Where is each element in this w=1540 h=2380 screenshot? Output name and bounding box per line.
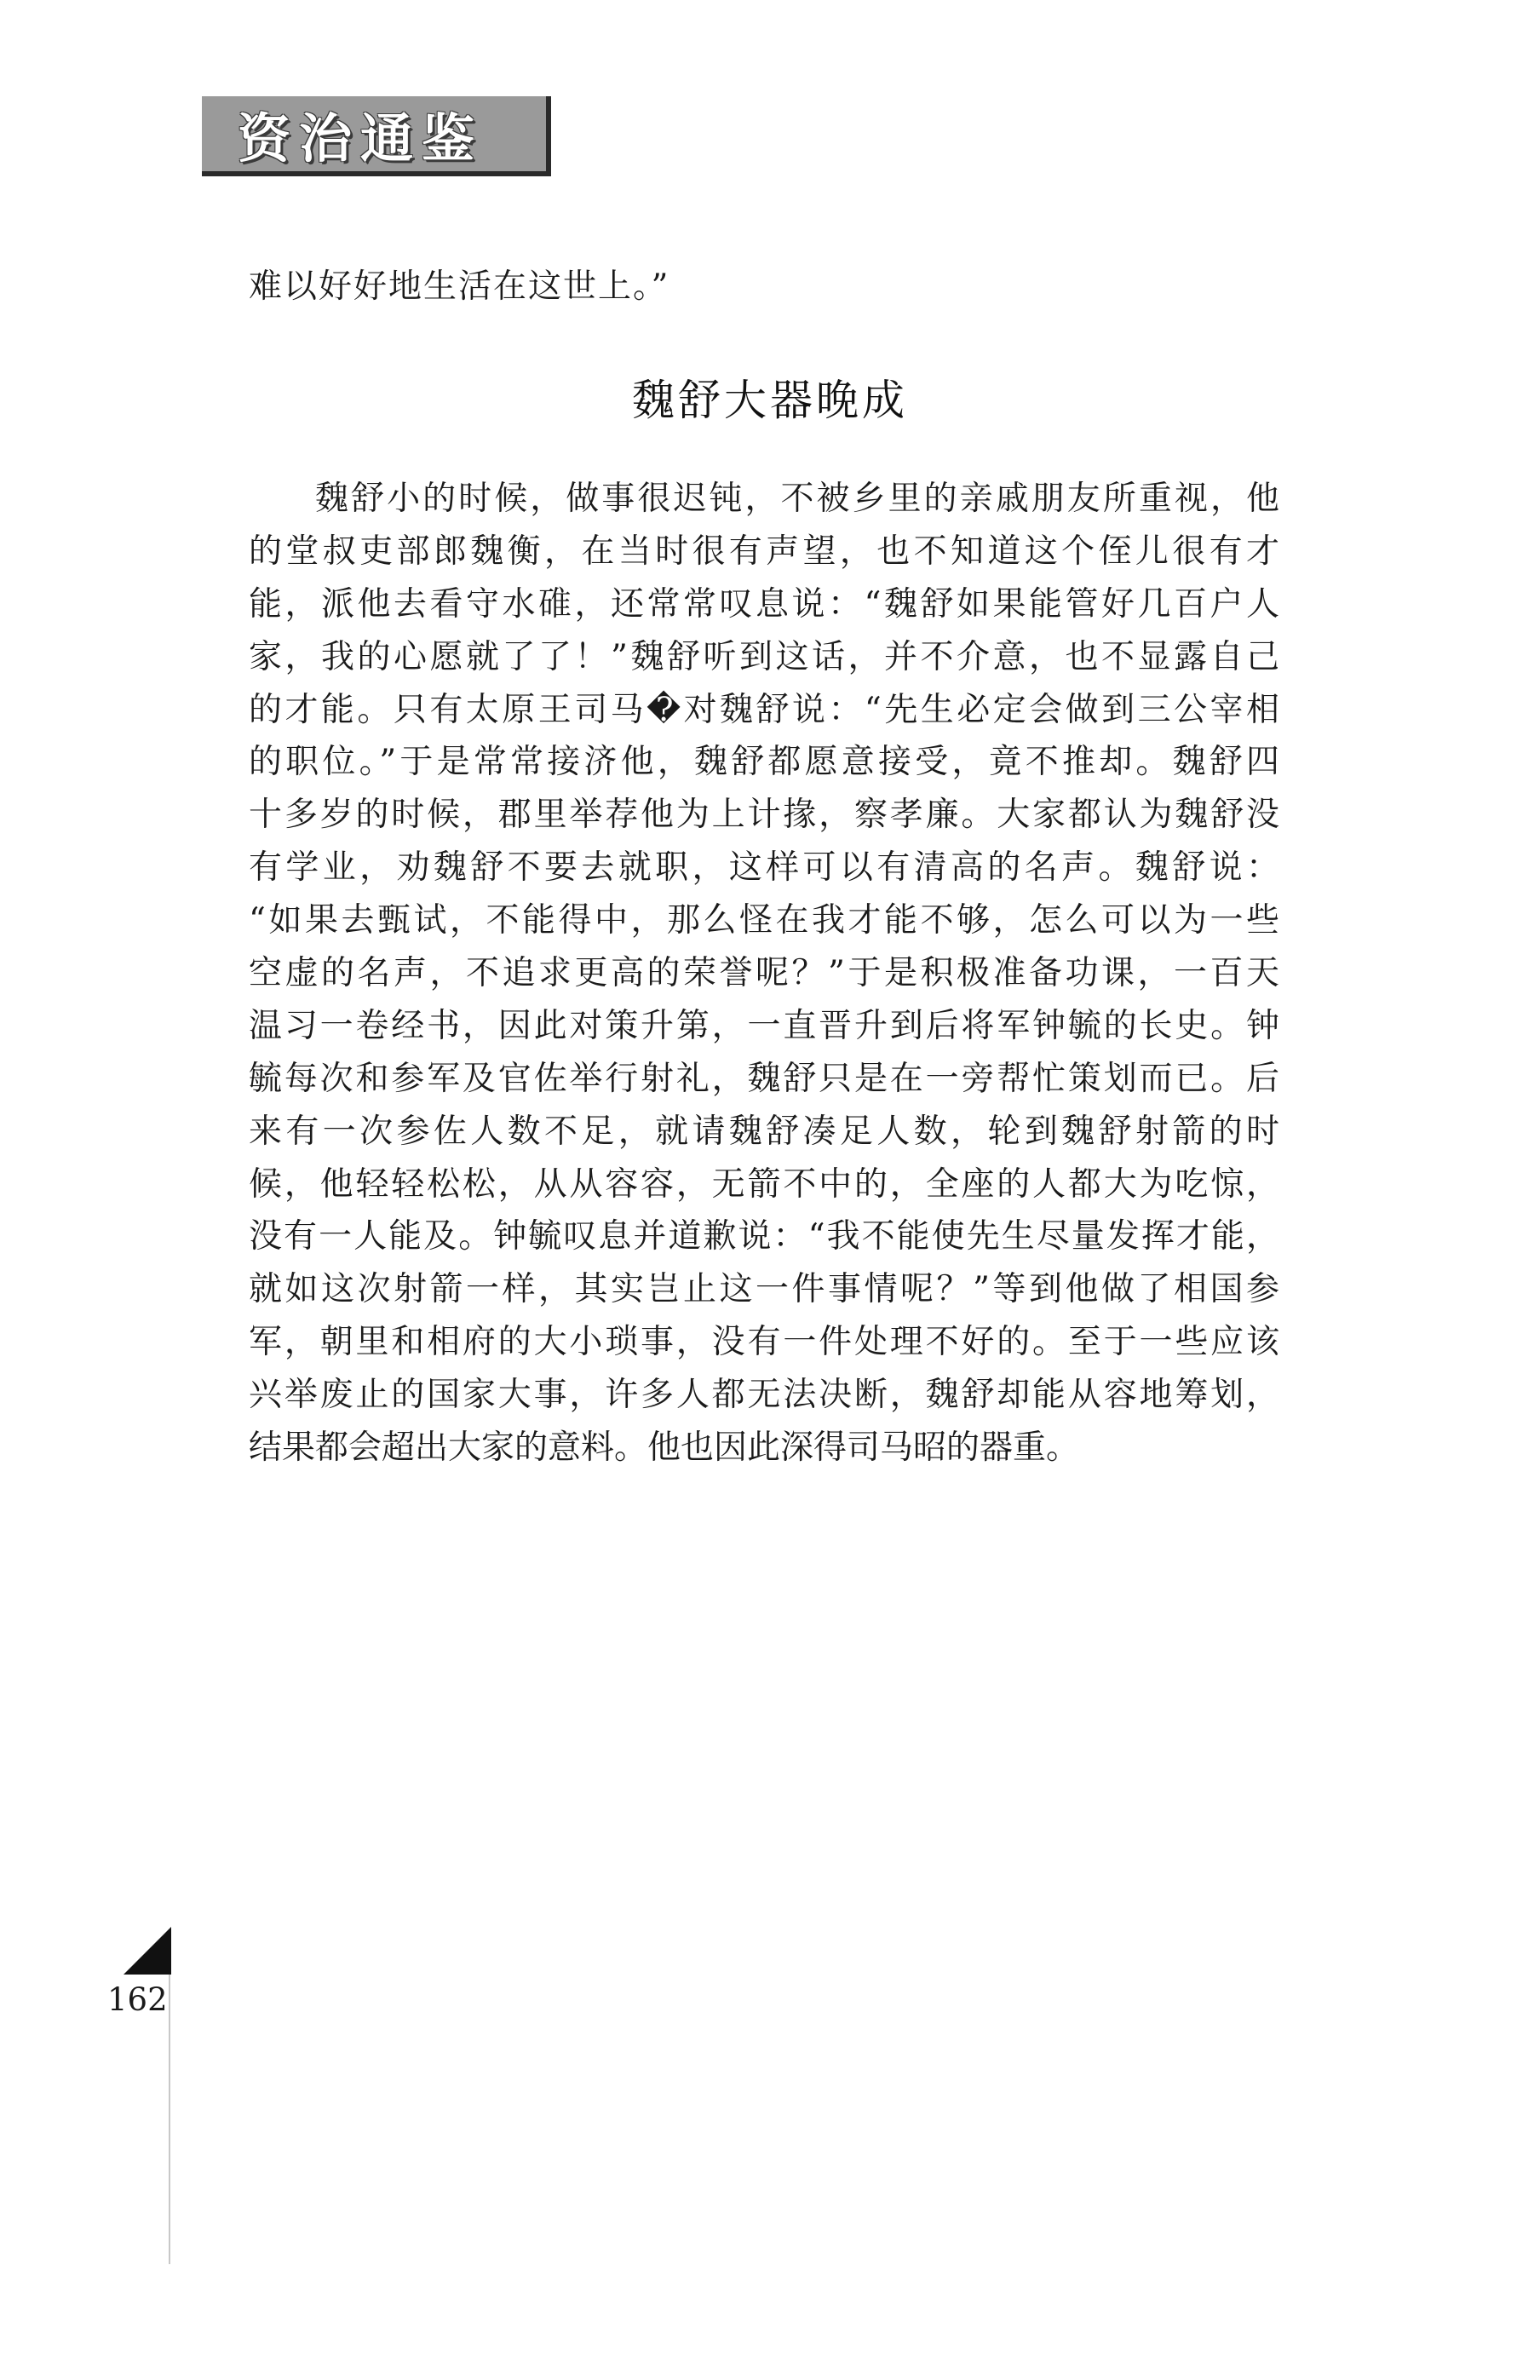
text-line: 来有一次参佐人数不足，就请魏舒凑足人数，轮到魏舒射箭的时 <box>249 1112 1279 1151</box>
text-line: “如果去甄试，不能得中，那么怪在我才能不够，怎么可以为一些 <box>249 901 1279 940</box>
text-line: 就如这次射箭一样，其实岂止这一件事情呢？”等到他做了相国参 <box>249 1270 1279 1309</box>
page-number: 162 <box>107 1981 168 2018</box>
section-title: 魏舒大器晚成 <box>632 376 908 425</box>
text-line: 军，朝里和相府的大小琐事，没有一件处理不好的。至于一些应该 <box>249 1323 1279 1362</box>
text-line: 没有一人能及。钟毓叹息并道歉说：“我不能使先生尽量发挥才能， <box>249 1217 1279 1256</box>
text-line: 毓每次和参军及官佐举行射礼，魏舒只是在一旁帮忙策划而已。后 <box>249 1059 1279 1098</box>
page-corner-triangle-icon <box>124 1927 171 1975</box>
text-line: 兴举废止的国家大事，许多人都无法决断，魏舒却能从容地筹划， <box>249 1376 1279 1415</box>
text-line: 魏舒小的时候，做事很迟钝，不被乡里的亲戚朋友所重视，他 <box>315 480 1279 518</box>
text-line: 温习一卷经书，因此对策升第，一直晋升到后将军钟毓的长史。钟 <box>249 1006 1279 1045</box>
margin-rule <box>169 1975 170 2264</box>
text-line: 家，我的心愿就了了！”魏舒听到这话，并不介意，也不显露自己 <box>249 637 1279 676</box>
text-line: 结果都会超出大家的意料。他也因此深得司马昭的器重。 <box>249 1429 1080 1468</box>
carryover-text-line: 难以好好地生活在这世上。” <box>249 267 670 306</box>
book-title-banner <box>202 96 551 176</box>
text-line: 的堂叔吏部郎魏衡，在当时很有声望，也不知道这个侄儿很有才 <box>249 532 1279 571</box>
text-line: 空虚的名声，不追求更高的荣誉呢？”于是积极准备功课，一百天 <box>249 954 1279 993</box>
body-paragraph <box>249 473 1279 1475</box>
text-line: 的才能。只有太原王司马�对魏舒说：“先生必定会做到三公宰相 <box>249 690 1279 729</box>
text-line: 候，他轻轻松松，从从容容，无箭不中的，全座的人都大为吃惊， <box>249 1164 1279 1204</box>
text-line: 有学业，劝魏舒不要去就职，这样可以有清高的名声。魏舒说： <box>249 848 1279 888</box>
text-line: 十多岁的时候，郡里举荐他为上计掾，察孝廉。大家都认为魏舒没 <box>249 796 1279 835</box>
text-line: 能，派他去看守水碓，还常常叹息说：“魏舒如果能管好几百户人 <box>249 584 1279 624</box>
book-title: 资治通鉴 <box>238 106 484 170</box>
text-line: 的职位。”于是常常接济他，魏舒都愿意接受，竟不推却。魏舒四 <box>249 743 1279 782</box>
